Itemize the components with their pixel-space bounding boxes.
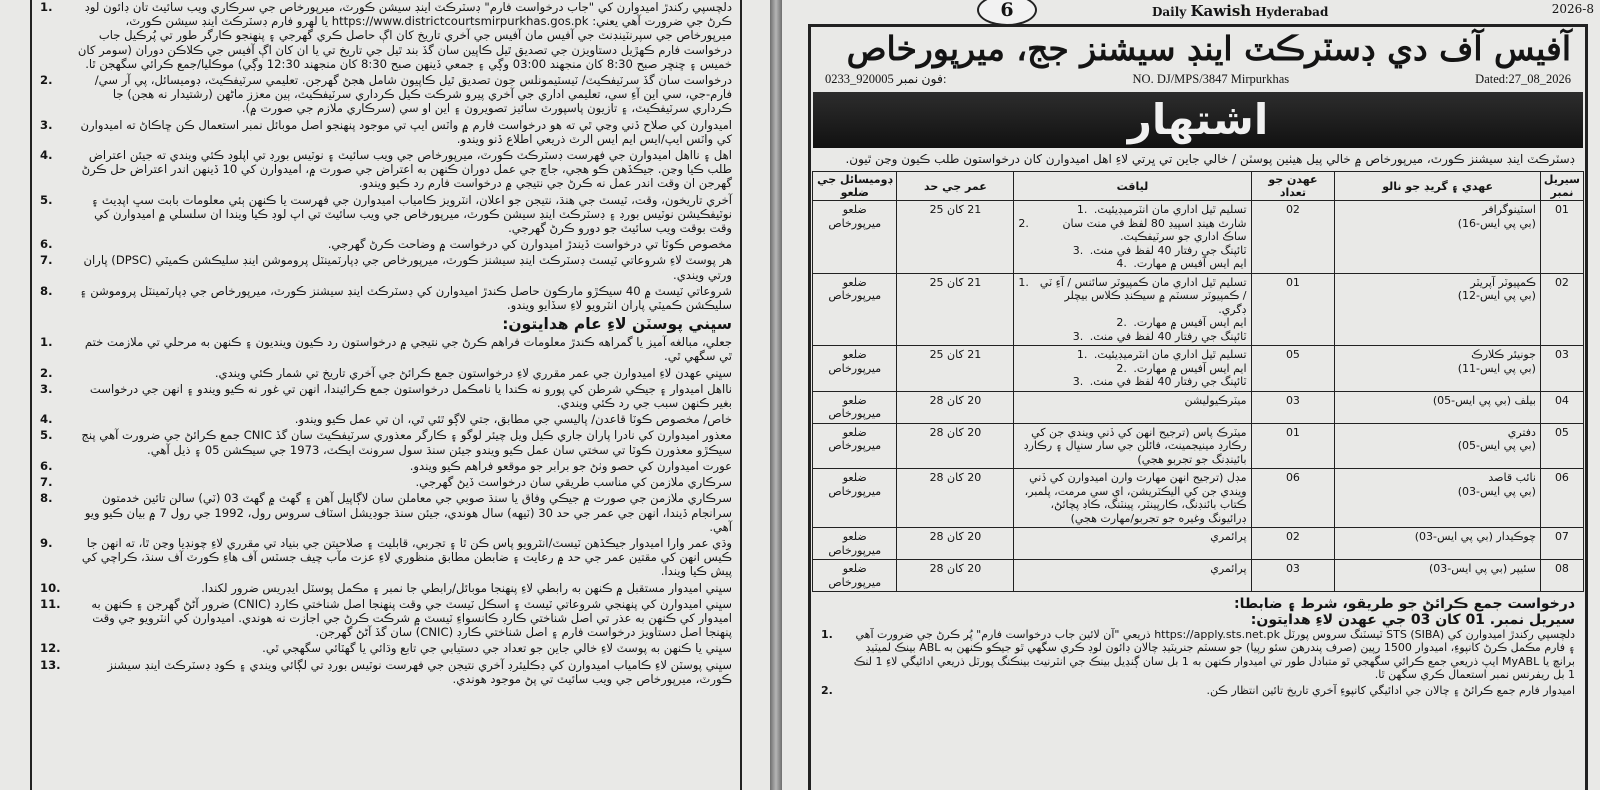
cell-age: 21 کان 25 xyxy=(897,346,1014,392)
qualification-text: ٽائپنگ جي رفتار 40 لفظ في منٽ. xyxy=(1089,329,1247,343)
item-text: آخري تاريخون، وقت، ٽيسٽ جي هنڌ، نتيجن جو اعلان، انٽرويز ڪامياب اميدوارن جي فهرست يا ڪنهن ٻئي معلومات بابت سڀ اپڊيٽ ۽ نوٽيفڪيشن نوٽيس بورڊ ۽ ڊسٽرڪٽ اينڊ سيشن ڪورٽ، ميرپورخاص جي ويب سائيٽ تي اپ لوڊ ڪيا ويندا ان سلسلي ۾ اميدوارن کي وقت بوقت ويب سائيٽ جو دورو ڪرڻ گهرجي. xyxy=(91,192,732,236)
qualification-line xyxy=(1018,276,1246,317)
cell-qualification xyxy=(1014,423,1251,469)
post-grade: (بي پي ايس-05) xyxy=(1457,439,1536,452)
list-item xyxy=(821,628,1575,682)
item-number: 11. xyxy=(40,596,61,611)
list-item xyxy=(40,118,732,146)
cell-age: 20 کان 28 xyxy=(897,469,1014,528)
item-text: وڌي عمر وارا اميدوار جيڪڏهن ٽيسٽ/انٽرويو پاس ڪن ٿا ۽ تجربي، قابليت ۽ صلاحيتن جي بنياد تي مقرري لاءِ چونڊيا وڃن ٿا، ته انهن جا ڪيس انهن کي مقتين عمر جي حد ۾ رعايت ۽ ضابطن مطابق منظوري لاءِ عزت مآب چيف جسٽس آف هاءِ ڪورٽ آف سنڌ، ڪراچي کي پيش ڪيا ويندا. xyxy=(81,535,732,579)
qualification-line xyxy=(1018,330,1246,344)
general-instructions-list xyxy=(40,335,732,686)
item-text: معذور اميدوارن کي نادرا پاران جاري ڪيل ويل چيئر لوگو ۽ ڪارگر معذوري سرٽيفڪيٽ سان گڏ CNIC جمع ڪرائڻ جي ضرورت آهي پنج سيڪڙو معذورن ڪوٽا تي سختي سان عمل ڪيو ويندو جيئن سنڌ سول سرونٽ ايڪٽ، 1973 جي سيڪشن 05 ۽ ذيل آهي. xyxy=(81,428,732,457)
cell-qualification xyxy=(1014,201,1251,274)
item-text: اهل ۽ نااهل اميدوارن جي فهرست ڊسٽرڪٽ ڪورٽ، ميرپورخاص جي ويب سائيٽ ۽ نوٽيس بورڊ تي اپلوڊ ڪئي ويندي ته جيئن اعتراض طلب ڪيا وڃن. جيڪڏهن ڪو هجي، جاچ جي عمل دوران ڪنهن به اعتراض جي صورت ۾، اميدوارن کي 10 ڏينهن اندر اعتراض حل ڪرڻ گهرجن ان وقت اندر عمل نه ڪرڻ جي نتيجي ۾ درخواست فارم رد ڪيو ويندو. xyxy=(81,148,732,191)
qualification-text: پرائمري xyxy=(1210,562,1247,575)
qualification-text: تسليم ٿيل اداري مان انٽرميڊيئيٽ. xyxy=(1093,348,1247,361)
header-domicile: ڊوميسائل جي ضلعو xyxy=(813,172,897,201)
post-name: جونيئر ڪلارڪ xyxy=(1471,348,1536,361)
qualification-number: 2. xyxy=(1018,216,1029,230)
item-number: 1. xyxy=(40,335,53,350)
qualification-text: ٽائپنگ جي رفتار 40 لفظ في منٽ. xyxy=(1089,243,1247,257)
qualification-text: ايم ايس آفيس ۾ مهارت. xyxy=(1133,257,1247,270)
item-text: مخصوص ڪوٽا تي درخواست ڏيندڙ اميدوارن کي درخواست ۾ وضاحت ڪرڻ گهرجي. xyxy=(327,237,732,252)
post-name: بيلف (بي پي ايس-05) xyxy=(1432,393,1536,407)
cell-domicile: ضلعو ميرپورخاص xyxy=(813,346,897,392)
item-number: 5. xyxy=(40,428,53,443)
cell-serial: 02 xyxy=(1540,273,1583,346)
qualification-number: 1. xyxy=(1018,275,1029,289)
table-row xyxy=(813,528,1584,560)
intro-text: ڊسٽرڪٽ اينڊ سيشنز ڪورٽ، ميرپورخاص ۾ خالي پيل هيٺين پوسٽن / خالي جاين تي ڀرتي لاءِ اهل اميدوارن کان درخواستون طلب ڪيون وڃن ٿيون. xyxy=(845,152,1575,166)
cell-count: 05 xyxy=(1251,346,1335,392)
table-row xyxy=(813,391,1584,423)
list-item xyxy=(40,335,732,363)
list-item xyxy=(40,382,732,410)
item-number: 7. xyxy=(40,475,53,490)
header-serial: سيريل نمبر xyxy=(1540,172,1583,201)
item-text: سرڪاري ملازمن کي مناسب طريقي سان درخواست ڏيڻ گهرجي. xyxy=(415,475,732,490)
reference-number: NO. DJ/MPS/3847 Mirpurkhas xyxy=(1132,71,1290,86)
item-number: 9. xyxy=(40,535,53,550)
item-number: 12. xyxy=(40,641,61,656)
page-number-badge: 6 xyxy=(977,0,1037,26)
item-text: دلچسپي رکندڙ اميدوارن کي "جاب درخواست فارم" ڊسٽرڪٽ اينڊ سيشن ڪورٽ، ميرپورخاص جي سرڪاري ويب سائيٽ تان ڊائون لوڊ ڪرڻ جي ضرورت آهي يعني: https://www.districtcourtsmirpurkhas.gos.pk يا لهرو فارم ڊسٽرڪٽ اينڊ سيشن ڪورٽ، ميرپورخاص جي سپرنٽينڊنٽ جي آفيس مان آفيس جي آخري تاريخ کان اڳ حاصل ڪري گهرجي ۽ پنهنجو ڪارگر طور تي پُرڪيل جاب درخواست فارم ڪهڙيل دستاويزن جي تصديق ٿيل ڪاپين سان گڏ بند ٿيل جي تاريخ تي يا ان کان اڳ آفيس جي ڪلاڪن دوران (سومر کان خميس ۽ ڇنڇر صبح 8:30 کان منجهند 03:00 وڳي ۽ جمعي ڏينهن صبح 8:30 کان منجهند 12:30 وڳي) موڪليا/جمع ڪرائي سگهجن ٿا. xyxy=(77,0,732,71)
item-text: درخواست سان گڏ سرٽيفڪيٽ/ ٽيسٽيمونلس جون تصديق ٿيل ڪاپيون شامل هجڻ گهرجن. تعليمي سرٽيفڪيٽ، ڊوميسائل، پي آر سي/فارم-جي، سي اين آءِ سي، تعليمي اداري جي آخري پيرو شرڪت ڪيل ڪرداري سرٽيفڪيٽ، ٻين معزز ماڻهن (رشتيدار نه هجن) جا ڪرداري سرٽيفڪيٽ، ۽ تازيون پاسپورٽ سائيز تصويرون ۽ اين او سي (سرڪاري ملازم جي صورت ۾). xyxy=(94,73,732,116)
cell-count: 03 xyxy=(1251,391,1335,423)
table-row xyxy=(813,560,1584,592)
item-text: سڀني پوسٽن لاءِ ڪامياب اميدوارن کي ڊڪليئرڊ آخري نتيجن جي فهرست نوٽيس بورڊ تي لڳائي ويندي ۽ ڪوڊ ڊسٽرڪٽ اينڊ سيشنز ڪورٽ، ميرپورخاص جي ويب سائيٽ تي پڻ موجود هوندي. xyxy=(107,657,732,686)
qualification-text: ميٽرڪيوليشن xyxy=(1184,393,1247,407)
item-text: اميدوار فارم جمع ڪرائڻ ۽ چالان جي ادائيگي کانپوءِ آخري تاريخ تائين انتظار ڪن. xyxy=(1206,683,1575,697)
cell-post xyxy=(1335,560,1541,592)
cell-qualification xyxy=(1014,560,1251,592)
general-instructions-heading: سڀني پوسٽن لاءِ عام هدايتون: xyxy=(502,315,732,334)
office-title: آفيس آف دي ڊسٽرڪٽ اينڊ سيشنز جج، ميرپورخاص xyxy=(846,29,1571,68)
list-item xyxy=(40,459,732,473)
paper-name-prefix: Daily xyxy=(1152,5,1191,19)
qualification-number: 3. xyxy=(1072,375,1084,388)
item-text: سڀني اميدوار مستقبل ۾ ڪنهن به رابطي لاءِ پنهنجا موبائل/رابطي جا نمبر ۽ مڪمل پوسٽل ايڊريس ضرور لکندا. xyxy=(201,580,732,595)
cell-serial: 06 xyxy=(1540,469,1583,528)
reference-line xyxy=(811,69,1585,89)
cell-count: 02 xyxy=(1251,528,1335,560)
cell-domicile: ضلعو ميرپورخاص xyxy=(813,273,897,346)
qualification-number: 3. xyxy=(1072,329,1084,343)
qualification-text: ايم ايس آفيس ۾ مهارت. xyxy=(1133,316,1247,329)
qualification-text: تسليم ٿيل اداري مان ڪمپيوٽر سائنس / آءِ ٽي / ڪمپيوٽر سسٽم ۾ سيڪنڊ ڪلاس بيچلر ڊگري. xyxy=(1039,275,1247,316)
cell-age: 20 کان 28 xyxy=(897,528,1014,560)
item-number: 7. xyxy=(40,253,53,268)
cell-post xyxy=(1335,528,1541,560)
item-text: دلچسپي رکندڙ اميدوارن کي STS (SIBA) ٽيسٽنگ سروس پورٽل https://apply.sts.net.pk ذريعي "آن لائين جاب درخواست فارم" پُر ڪرڻ جي ضرورت آهي ۽ فارم مڪمل ڪرڻ کانپوءِ، اميدوار 1500 رپين (صرف پندرهن سئو رپيا) جو سسٽم جنريٽيڊ چالان ڊائون لوڊ ڪري سگهي ٿو جيڪو ڪنهن به ABL بينڪ لميٽيڊ برانچ يا MyABL ايپ ذريعي جمع ڪرائي سگهجي ٿو متبادل طور تي اميدوار ڪنهن به 1 بل سان ڳنڍيل بينڪ جي انٽرنيٽ بينڪنگ پورٽل ذريعي ادائيگي لاءِ 1 لنڪ 1 بل ريفرنس نمبر استعمال ڪري سگهن ٿا. xyxy=(853,628,1575,682)
cell-serial: 03 xyxy=(1540,346,1583,392)
list-item xyxy=(40,237,732,251)
left-newspaper-page xyxy=(0,0,770,790)
cell-post xyxy=(1335,423,1541,469)
cell-age: 20 کان 28 xyxy=(897,423,1014,469)
list-item xyxy=(40,73,732,116)
qualification-line xyxy=(1018,217,1246,244)
item-number: 4. xyxy=(40,412,53,427)
general-instructions-column xyxy=(30,0,742,790)
cell-domicile: ضلعو ميرپورخاص xyxy=(813,423,897,469)
cell-qualification xyxy=(1014,469,1251,528)
item-number: 2. xyxy=(40,73,53,88)
list-item xyxy=(40,0,732,71)
table-row xyxy=(813,273,1584,346)
list-item xyxy=(821,684,1575,697)
table-row xyxy=(813,423,1584,469)
item-number: 8. xyxy=(40,283,53,298)
header-age: عمر جي حد xyxy=(897,172,1014,201)
cell-count: 03 xyxy=(1251,560,1335,592)
table-row xyxy=(813,469,1584,528)
cell-domicile: ضلعو ميرپورخاص xyxy=(813,201,897,274)
application-procedure-heading: درخواست جمع ڪرائڻ جو طريقو، شرط ۽ ضابطا: xyxy=(1234,596,1575,612)
cell-count: 06 xyxy=(1251,469,1335,528)
list-item xyxy=(40,475,732,489)
cell-serial: 05 xyxy=(1540,423,1583,469)
list-item xyxy=(40,536,732,579)
advert-date: Dated:27_08_2026 xyxy=(1475,71,1571,86)
qualification-line xyxy=(1018,257,1246,271)
item-number: 13. xyxy=(40,657,61,672)
item-number: 6. xyxy=(40,237,53,252)
cell-qualification xyxy=(1014,346,1251,392)
item-text: سڀني عهدن لاءِ اميدوارن جي عمر مقرري لاءِ درخواستون جمع ڪرائڻ جي آخري تاريخ تي شمار ڪئي ويندي. xyxy=(214,365,732,380)
phone-number: 0233_920005 xyxy=(825,72,894,86)
qualification-number: 4. xyxy=(1116,257,1127,270)
cell-age: 21 کان 25 xyxy=(897,273,1014,346)
item-text: اميدوارن کي صلاح ڏني وڃي ٿي ته هو درخواست فارم ۾ واٽس ايپ تي موجود پنهنجو اصل موبائل نمبر استعمال ڪن ڇاڪاڻ ته اميدوارن کي واٽس ايپ/ايس ايم ايس الرٽ ذريعي اطلاع ڏنو ويندو. xyxy=(80,117,732,146)
item-number: 6. xyxy=(40,458,53,473)
post-name: سئيپر (بي پي ايس-03) xyxy=(1428,562,1536,575)
list-item xyxy=(40,641,732,655)
qualification-line xyxy=(1018,530,1246,544)
table-row xyxy=(813,346,1584,392)
newspaper-name xyxy=(1152,2,1328,20)
qualification-line xyxy=(1018,362,1246,376)
cell-domicile: ضلعو ميرپورخاص xyxy=(813,560,897,592)
newspaper-header xyxy=(782,0,1600,26)
item-text: خاص/ مخصوص ڪوٽا قاعدن/ پاليسي جي مطابق، جتي لاڳو ٿئي ٿي، ان تي عمل ڪيو ويندو. xyxy=(294,412,732,427)
qualification-text: شارٽ هينڊ اسپيڊ 80 لفظ في منٽ سان ساڪ اداري جو سرٽيفڪيٽ. xyxy=(1062,216,1247,243)
cell-age: 20 کان 28 xyxy=(897,560,1014,592)
cell-age: 21 کان 25 xyxy=(897,201,1014,274)
cell-serial: 04 xyxy=(1540,391,1583,423)
header-qualification: لياقت xyxy=(1014,172,1251,201)
vacancy-table xyxy=(812,171,1584,592)
list-item xyxy=(40,284,732,312)
qualification-line xyxy=(1018,562,1246,576)
list-item xyxy=(40,412,732,426)
cell-count: 01 xyxy=(1251,273,1335,346)
advertisement-box xyxy=(808,24,1588,790)
item-text: سڀني اميدوارن کي پنهنجي شروعاتي ٽيسٽ ۽ اسڪل ٽيسٽ جي وقت پنهنجا اصل شناختي ڪارڊ (CNIC) ضرور آڻڻ گهرجن ۽ ڪنهن به اميدوار کي ڪنهن به عذر تي اصل شناختي ڪارڊ ڪانسواءِ ٽيسٽ ۾ شرڪت ڪرڻ جي اجازت نه هوندي. اميدوارن کي انٽرويو جي وقت پنهنجا اصل دستاويز درخواست فارم ۽ اصل شناختي ڪارڊ (CNIC) سان گڏ آڻڻ گهرجن. xyxy=(91,596,732,640)
qualification-text: مڊل (ترجيح انهن مهارت وارن اميدوارن کي ڏني ويندي جن کي اليڪٽريشن، اي سي مرمت، پلمبر، ڪتاب بائنڊنگ، ڪارپينٽر، پينٽنگ، ڪاڊ پچائڻ، ڊرائيونگ وغيره جو تجربو/مهارت هجي) xyxy=(1024,471,1247,525)
item-text: هر پوسٽ لاءِ شروعاتي ٽيسٽ ڊسٽرڪٽ اينڊ سيشنز ڪورٽ، ميرپورخاص جي ڊپارٽمينٽل پروموشن اينڊ سليڪشن ڪميٽي (DPSC) پاران ورتي ويندي. xyxy=(83,253,732,282)
list-item xyxy=(40,581,732,595)
item-number: 3. xyxy=(40,117,53,132)
cell-post xyxy=(1335,201,1541,274)
qualification-line xyxy=(1018,375,1246,389)
list-item xyxy=(40,366,732,380)
item-number: 2. xyxy=(821,683,833,697)
item-number: 5. xyxy=(40,192,53,207)
table-row xyxy=(813,201,1584,274)
cell-count: 02 xyxy=(1251,201,1335,274)
post-name: ڪمپيوٽر آپريٽر xyxy=(1470,275,1536,289)
item-text: نااهل اميدوار ۽ جيڪي شرطن کي پورو نه ڪندا يا نامڪمل درخواستون جمع ڪرائيندا، انهن تي غور نه ڪيو ويندو ۽ انهن جي درخواست بغير ڪنهن سبب جي رد ڪئي ويندي. xyxy=(89,381,732,411)
list-item xyxy=(40,193,732,236)
cell-domicile: ضلعو ميرپورخاص xyxy=(813,469,897,528)
post-name: اسٽينوگرافر xyxy=(1482,203,1536,216)
qualification-line xyxy=(1018,471,1246,525)
cell-serial: 01 xyxy=(1540,201,1583,274)
table-header-row xyxy=(813,172,1584,201)
item-text: سرڪاري ملازمن جي صورت ۾ جيڪي وفاق يا سنڌ صوبي جي معاملن سان لاڳاپيل آهن ۽ گهٽ ۾ گهٽ 03 (ٽي) سالن تائين خدمتون سرانجام ڏيندا، انهن جي عمر جي حد 30 (ٽيهه) سال هوندي، جيئن سنڌ جوڊيشل اسٽاف سروس رول، 1992 جي رول 7 ۾ بيان ڪيو ويو آهي. xyxy=(84,491,732,534)
qualification-number: 1. xyxy=(1076,348,1088,361)
qualification-text: تسليم ٿيل اداري مان انٽرميڊيئيٽ. xyxy=(1093,203,1247,216)
qualification-line xyxy=(1018,244,1246,258)
serial-1-3-heading: سيريل نمبر. 01 کان 03 جي عهدن لاءِ هدايتون: xyxy=(1250,612,1575,628)
page-gutter xyxy=(770,0,782,790)
post-name: چوڪيدار (بي پي ايس-03) xyxy=(1414,530,1536,543)
qualification-line xyxy=(1018,348,1246,362)
header-post: عهدي ۽ گريڊ جو نالو xyxy=(1335,172,1541,201)
cell-age: 20 کان 28 xyxy=(897,391,1014,423)
cell-domicile: ضلعو ميرپورخاص xyxy=(813,391,897,423)
cell-post xyxy=(1335,391,1541,423)
procedure-list xyxy=(811,628,1585,697)
qualification-line xyxy=(1018,316,1246,330)
cell-post xyxy=(1335,469,1541,528)
cell-post xyxy=(1335,273,1541,346)
item-number: 1. xyxy=(40,0,53,14)
item-number: 2. xyxy=(40,365,53,380)
cell-qualification xyxy=(1014,528,1251,560)
cell-domicile: ضلعو ميرپورخاص xyxy=(813,528,897,560)
post-name: دفتري xyxy=(1507,425,1536,439)
corner-date: 2026-8 xyxy=(1551,2,1594,16)
cell-serial: 08 xyxy=(1540,560,1583,592)
phone-label: فون نمبر: xyxy=(896,72,947,86)
header-count: عهدن جو تعداد xyxy=(1251,172,1335,201)
paper-name-main: Kawish xyxy=(1190,2,1252,20)
qualification-text: ميٽرڪ پاس (ترجيح انهن کي ڏني ويندي جن کي رڪارڊ مينيجمينٽ، فائلن جي سار سنڀال ۽ رڪارڊ بائينڊنگ جو تجربو هجي) xyxy=(1023,425,1247,466)
list-item xyxy=(40,491,732,534)
item-number: 8. xyxy=(40,491,53,506)
list-item xyxy=(40,658,732,686)
advertisement-banner: اشتهار xyxy=(813,92,1583,148)
qualification-text: ايم ايس آفيس ۾ مهارت. xyxy=(1133,361,1247,375)
list-item xyxy=(40,253,732,281)
qualification-number: 2. xyxy=(1116,316,1127,329)
item-text: شروعاتي ٽيسٽ ۾ 40 سيڪڙو مارڪون حاصل ڪندڙ اميدوارن کي ڊسٽرڪٽ اينڊ سيشنز ڪورٽ، ميرپورخاص جي ڊپارٽمينٽل پروموشن ۽ سليڪشن ڪميٽي پاران انٽرويو لاءِ سڏايو ويندو. xyxy=(79,283,732,313)
qualification-number: 2. xyxy=(1116,361,1127,375)
item-number: 10. xyxy=(40,580,61,595)
post-grade: (بي پي ايس-03) xyxy=(1457,484,1536,498)
item-number: 1. xyxy=(821,628,833,641)
item-text: جعلي، مبالغه آميز يا گمراهه ڪندڙ معلومات فراهم ڪرڻ جي نتيجي ۾ درخواستون رد ڪيون وينديون ۽ ڪنهن به مرحلي تي ملازمت ختم ٿي سگهي ٿي. xyxy=(84,335,732,364)
item-text: عورت اميدوارن کي حصو وٺڻ جو برابر جو موقعو فراهم ڪيو ويندو. xyxy=(409,458,732,473)
cell-qualification xyxy=(1014,391,1251,423)
qualification-number: 3. xyxy=(1072,243,1084,257)
post-grade: (بي پي ايس-11) xyxy=(1457,361,1536,375)
paper-city: Hyderabad xyxy=(1251,5,1329,19)
right-newspaper-page xyxy=(782,0,1600,790)
phone-block xyxy=(825,71,946,87)
list-item xyxy=(40,148,732,191)
item-text: سڀني يا ڪنهن به پوسٽ لاءِ خالي جاين جو تعداد جي دستيابي جي تابع وڌائي يا گهٽائي سگهجي ٿي. xyxy=(262,641,732,656)
post-grade: (بي پي ايس-12) xyxy=(1457,289,1536,302)
cell-serial: 07 xyxy=(1540,528,1583,560)
qualification-number: 1. xyxy=(1076,203,1088,216)
qualification-line xyxy=(1018,426,1246,467)
qualification-text: پرائمري xyxy=(1210,530,1247,543)
cell-qualification xyxy=(1014,273,1251,346)
post-grade: (بي پي ايس-16) xyxy=(1457,216,1536,230)
cell-post xyxy=(1335,346,1541,392)
item-number: 4. xyxy=(40,148,53,163)
list-item xyxy=(40,428,732,456)
instructions-list xyxy=(40,0,732,312)
list-item xyxy=(40,597,732,640)
item-number: 3. xyxy=(40,381,53,396)
qualification-line xyxy=(1018,203,1246,217)
cell-count: 01 xyxy=(1251,423,1335,469)
qualification-line xyxy=(1018,394,1246,408)
post-name: نائب قاصد xyxy=(1488,471,1536,484)
qualification-text: ٽائپنگ جي رفتار 40 لفظ في منٽ. xyxy=(1089,375,1247,388)
